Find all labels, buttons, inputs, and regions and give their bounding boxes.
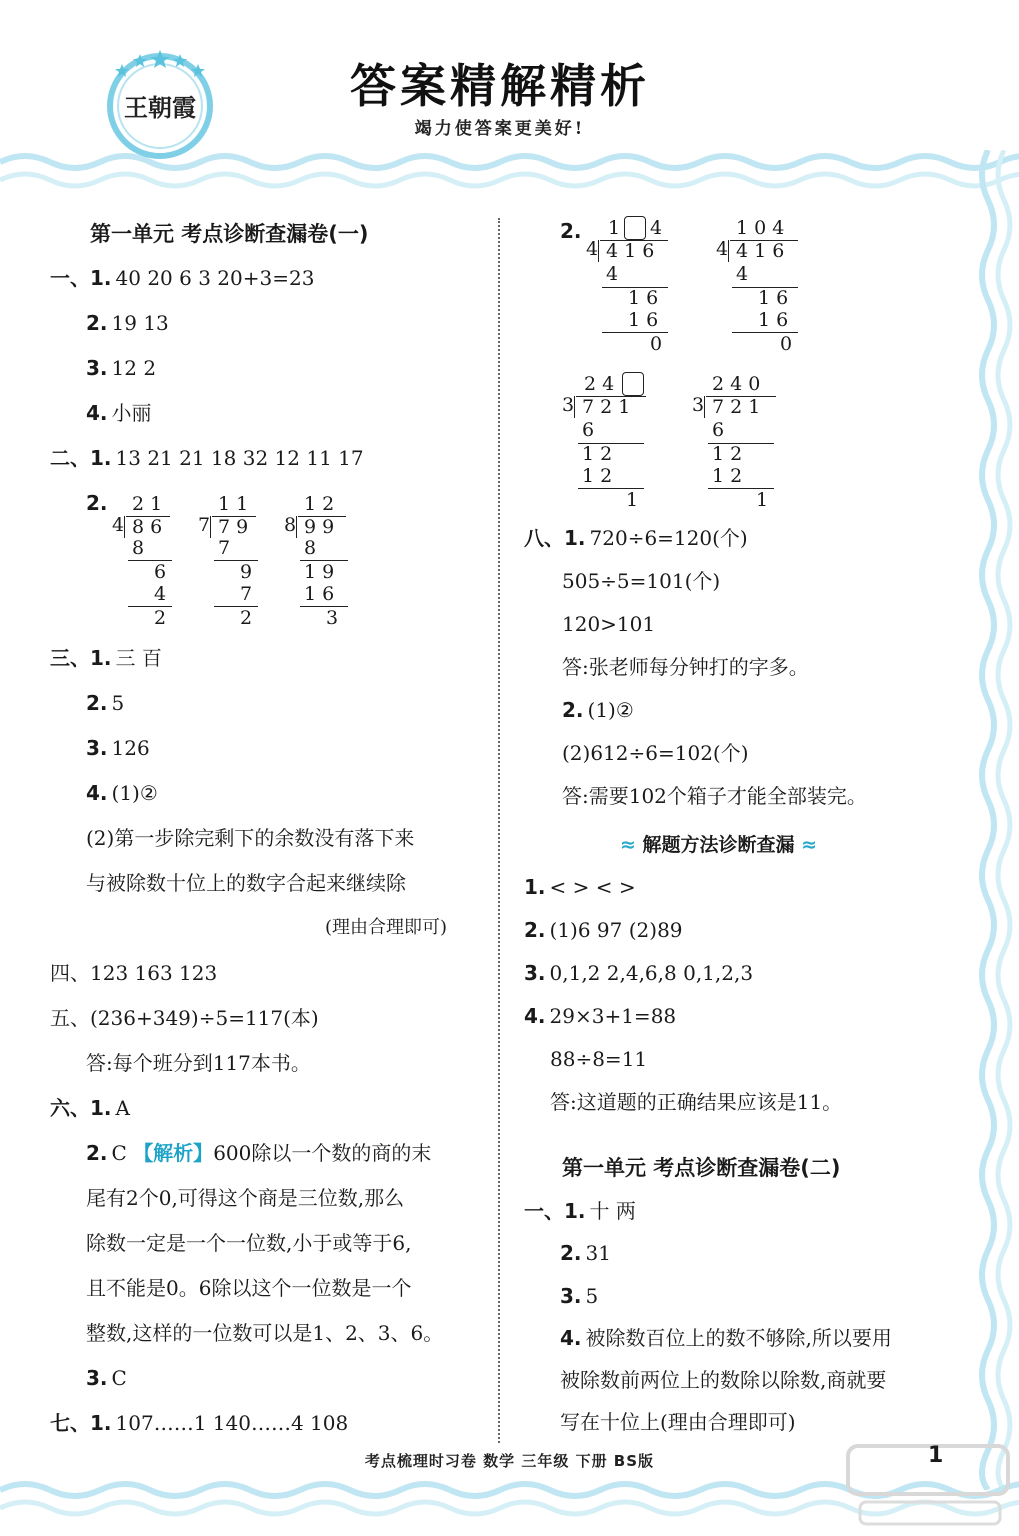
logo-text: 王朝霞 xyxy=(124,93,196,122)
answer-line: 答:需要102个箱子才能全部装完。 xyxy=(562,784,867,808)
answer-line: 88÷8=11 xyxy=(550,1047,648,1071)
answer-line: 一、1. 40 20 6 3 20+3=23 xyxy=(50,266,315,290)
right-wave-band xyxy=(968,150,1019,1490)
answer-line: 3. C xyxy=(86,1366,127,1390)
answer-line: 1. < > < > xyxy=(524,875,636,899)
answer-line: 3. 126 xyxy=(86,736,150,760)
answer-line: 被除数前两位上的数除以除数,商就要 xyxy=(560,1368,887,1392)
answer-line: 尾有2个0,可得这个商是三位数,那么 xyxy=(86,1186,405,1210)
answer-line: 3. 0,1,2 2,4,6,8 0,1,2,3 xyxy=(524,961,754,985)
page-footer: 考点梳理时习卷 数学 三年级 下册 BS版 xyxy=(364,1452,655,1470)
answer-note: (理由合理即可) xyxy=(325,917,448,938)
answer-line: 一、1. 十 两 xyxy=(524,1199,636,1223)
answer-line: 答:这道题的正确结果应该是11。 xyxy=(550,1090,843,1114)
answer-line: (2)第一步除完剩下的余数没有落下来 xyxy=(86,826,415,850)
answer-line: 2. 31 xyxy=(560,1241,611,1265)
answer-line: (2)612÷6=102(个) xyxy=(562,741,749,765)
answer-line: 2. 5 xyxy=(86,691,125,715)
answer-line: 4. 被除数百位上的数不够除,所以要用 xyxy=(560,1326,892,1350)
page-number: 1 xyxy=(928,1443,944,1468)
answer-line: 2. C 【解析】600除以一个数的商的末 xyxy=(86,1141,432,1165)
answer-line: 除数一定是一个一位数,小于或等于6, xyxy=(86,1231,412,1255)
answer-line: 且不能是0。6除以这个一位数是一个 xyxy=(86,1276,412,1300)
answer-line: 八、1. 720÷6=120(个) xyxy=(524,526,748,550)
answer-line: 与被除数十位上的数字合起来继续除 xyxy=(86,871,406,895)
answer-line: 六、1. A xyxy=(50,1096,130,1120)
answer-line: 120>101 xyxy=(562,612,656,636)
answer-line: 2. xyxy=(560,219,582,243)
answer-line: 五、(236+349)÷5=117(本) xyxy=(50,1006,319,1030)
method-section-title: ≈ 解题方法诊断查漏 ≈ xyxy=(620,834,818,856)
answer-line: 答:每个班分到117本书。 xyxy=(86,1051,311,1075)
answer-line: 4. 小丽 xyxy=(86,401,152,425)
answer-line: 3. 12 2 xyxy=(86,356,157,380)
analysis-label: 【解析】 xyxy=(133,1141,214,1165)
answer-line: 整数,这样的一位数可以是1、2、3、6。 xyxy=(86,1321,444,1345)
answer-line: 505÷5=101(个) xyxy=(562,569,721,593)
answer-line: 答:张老师每分钟打的字多。 xyxy=(562,655,809,679)
answer-line: 4. 29×3+1=88 xyxy=(524,1004,677,1028)
answer-line: 3. 5 xyxy=(560,1284,599,1308)
answer-line: 2. 19 13 xyxy=(86,311,169,335)
answer-line: 七、1. 107……1 140……4 108 xyxy=(50,1411,349,1435)
answer-line: 2. (1)6 97 (2)89 xyxy=(524,918,683,942)
page-subtitle: 竭力使答案更美好! xyxy=(414,119,586,139)
answer-line: 二、1. 13 21 21 18 32 12 11 17 xyxy=(50,446,364,470)
answer-line: 2. xyxy=(86,491,108,515)
answer-line: 四、123 163 123 xyxy=(50,961,218,985)
answer-line: 写在十位上(理由合理即可) xyxy=(560,1410,796,1434)
answer-line: 2. (1)② xyxy=(562,698,634,722)
brand-logo xyxy=(104,48,216,160)
column-divider xyxy=(498,218,500,1443)
page-title: 答案精解精析 xyxy=(350,59,650,113)
section-title-2: 第一单元 考点诊断查漏卷(二) xyxy=(562,1156,841,1180)
section-title-1: 第一单元 考点诊断查漏卷(一) xyxy=(90,222,369,246)
answer-line: 三、1. 三 百 xyxy=(50,646,162,670)
answer-line: 4. (1)② xyxy=(86,781,158,805)
